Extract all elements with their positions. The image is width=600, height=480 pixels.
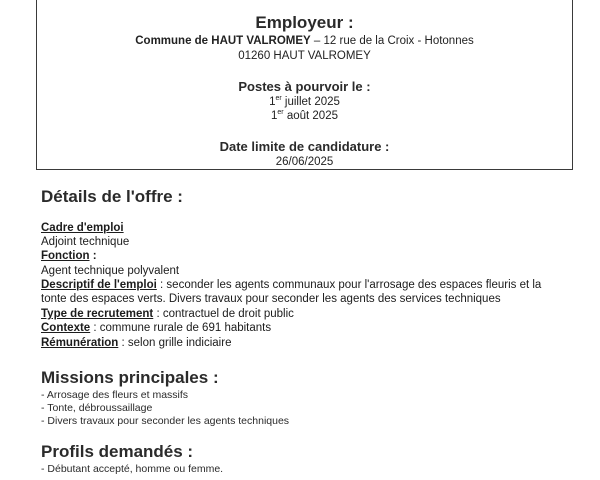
remuneration-line: Rémunération : selon grille indiciaire [41,337,232,349]
employer-city: 01260 HAUT VALROMEY [238,50,371,62]
employer-line [36,35,573,47]
contexte-line: Contexte : commune rurale de 691 habitants [41,322,272,334]
missions-title: Missions principales : [41,368,219,387]
employer-heading: Employeur : [255,13,354,32]
positions-heading: Postes à pourvoir le : [238,79,371,94]
type-line: Type de recrutement : contractuel de droit public [41,308,294,320]
mission-item: - Tonte, débroussaillage [41,402,153,414]
position-date-2: 1er août 2025 [271,109,338,122]
cadre-line: Cadre d'emploi [41,222,124,234]
profiles-title: Profils demandés : [41,442,194,461]
mission-item: - Divers travaux pour seconder les agents techniques [41,415,290,427]
employer-address: – 12 rue de la Croix - Hotonnes [310,35,474,47]
offer-title: Détails de l'offre : [41,187,183,206]
deadline-heading: Date limite de candidature : [219,139,390,154]
position-date-1: 1er juillet 2025 [269,95,340,108]
profile-item: - Débutant accepté, homme ou femme. [41,463,224,475]
cadre-value: Adjoint technique [41,236,130,248]
fonction-line: Fonction : [41,250,97,262]
descriptif-line-2: tonte des espaces verts. Divers travaux pour seconder les agents des services techniques [41,293,501,305]
employer-name: Commune de HAUT VALROMEY [135,35,311,47]
descriptif-line: Descriptif de l'emploi : seconder les agents communaux pour l'arrosage des espaces fleuris et la [41,279,542,291]
deadline-date: 26/06/2025 [275,156,334,168]
fonction-value: Agent technique polyvalent [41,265,180,277]
mission-item: - Arrosage des fleurs et massifs [41,389,189,401]
